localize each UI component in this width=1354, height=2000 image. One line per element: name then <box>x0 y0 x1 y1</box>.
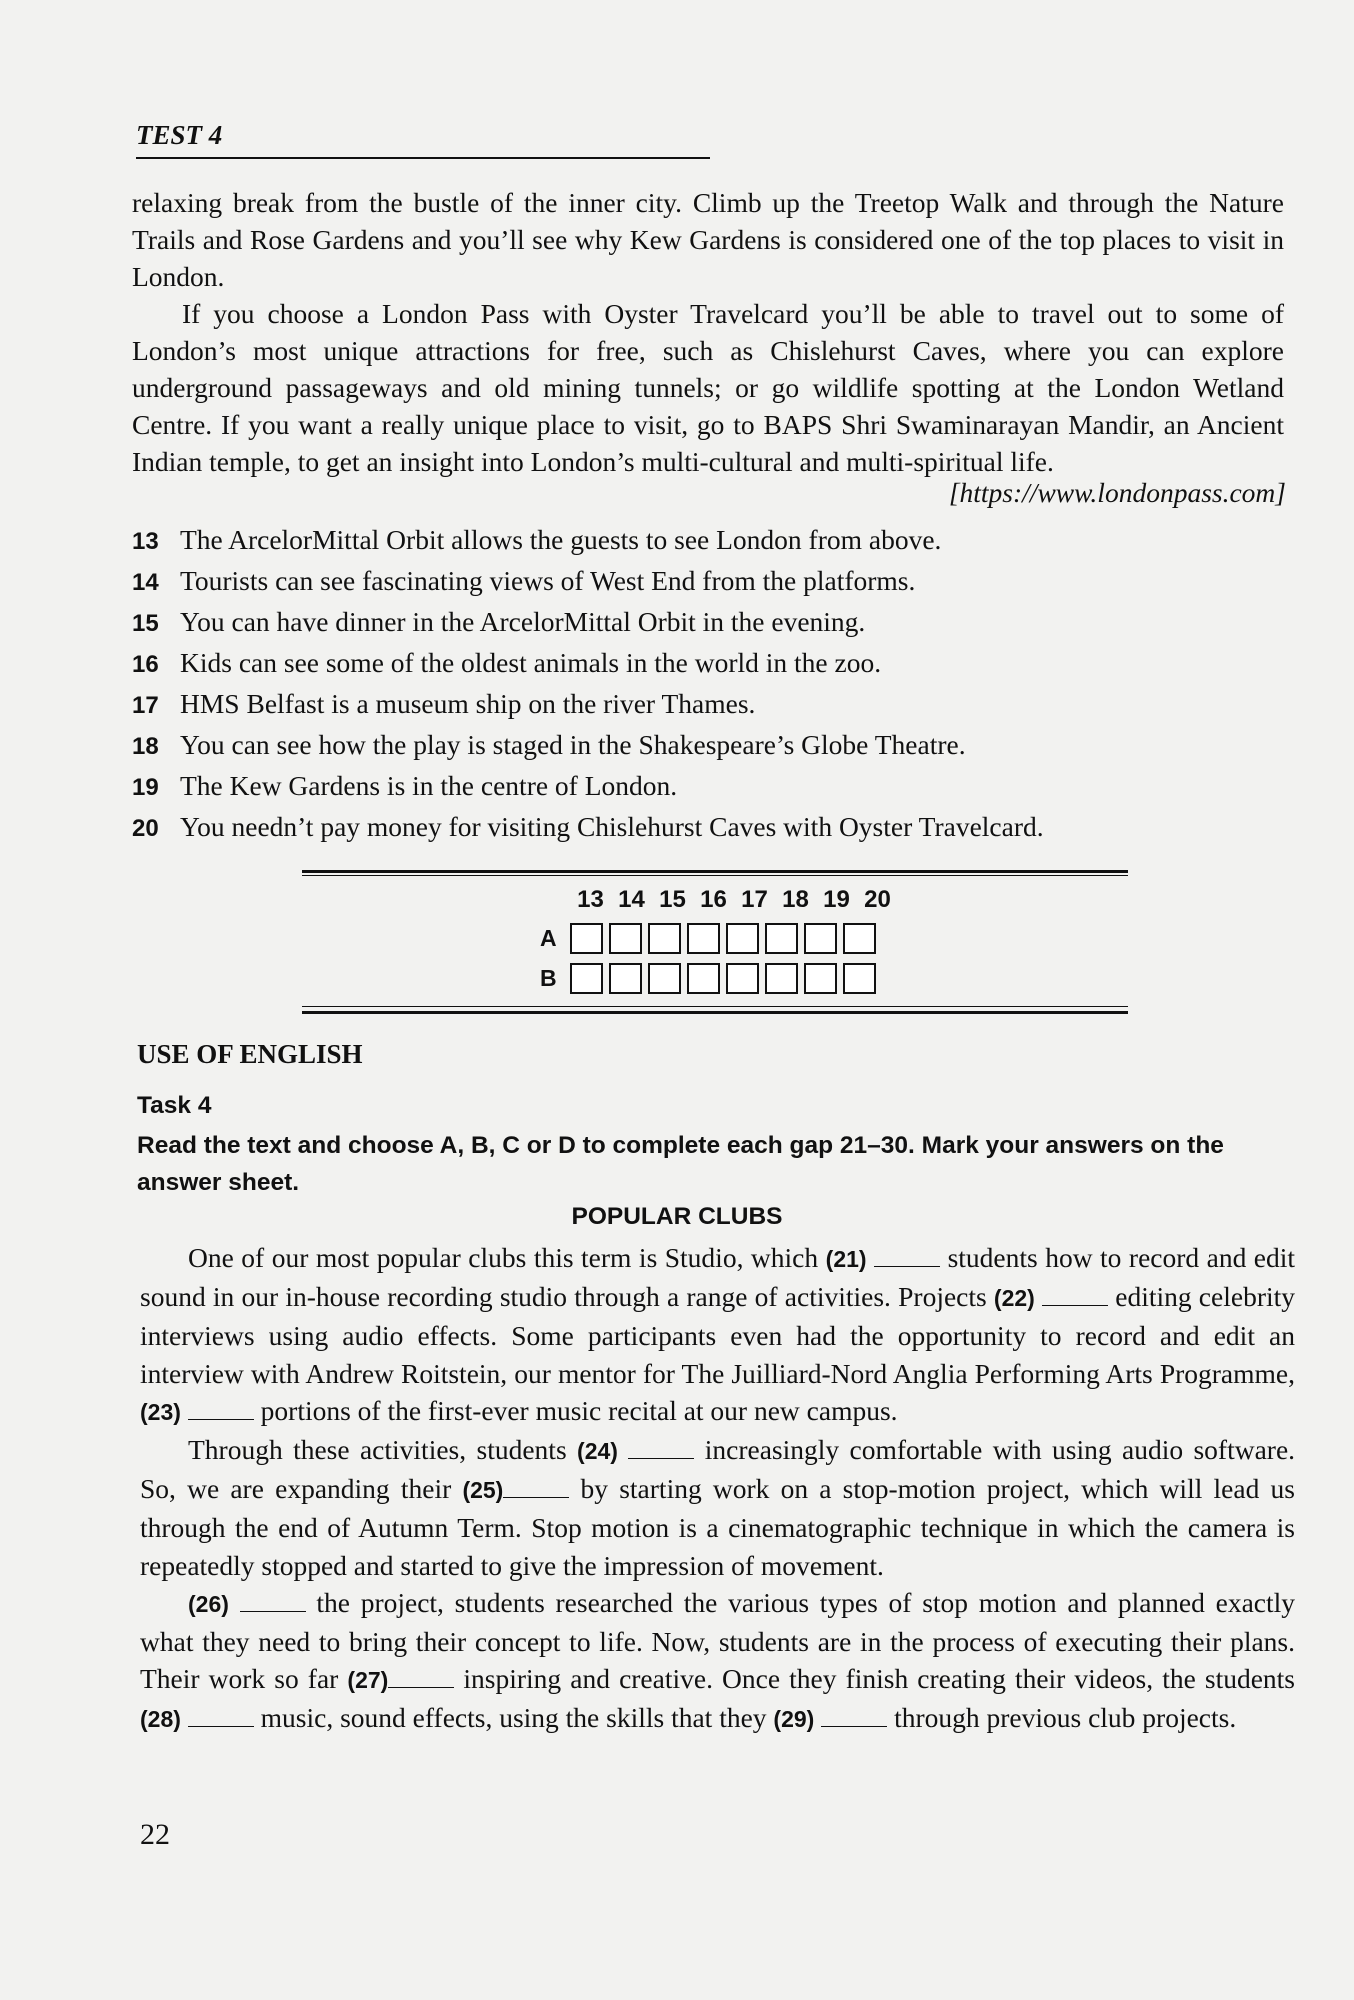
answer-checkbox[interactable] <box>648 923 681 954</box>
answer-checkbox[interactable] <box>570 963 603 994</box>
statement-item <box>132 560 1292 601</box>
statement-text: HMS Belfast is a museum ship on the river Thames. <box>180 688 756 719</box>
gap-number: (28) <box>140 1706 181 1733</box>
answer-checkbox[interactable] <box>726 923 759 954</box>
answer-grid-header <box>570 886 898 918</box>
statement-item <box>132 765 1292 806</box>
answer-row-a <box>540 918 898 958</box>
gap-fill-paragraph-3 <box>140 1584 1295 1739</box>
grid-column-label: 16 <box>700 886 727 913</box>
test-title: TEST 4 <box>136 120 223 150</box>
grid-column-label: 14 <box>618 886 645 913</box>
statement-text: You can see how the play is staged in the Shakespeare’s Globe Theatre. <box>180 729 966 760</box>
statement-number: 17 <box>132 692 159 719</box>
statement-number: 19 <box>132 774 159 801</box>
gap-fill-paragraph-2 <box>140 1431 1295 1584</box>
statement-item <box>132 601 1292 642</box>
gap-blank <box>388 1686 454 1688</box>
gap-number: (26) <box>188 1590 229 1617</box>
text-fragment: music, sound effects, using the skills that they <box>260 1702 767 1734</box>
statement-text: The Kew Gardens is in the centre of London. <box>180 770 678 801</box>
text-fragment: editing celebrity interviews using audio effects. Some participants even had the opportunity to record and edit an interview with Andrew Roitstein, our mentor for The Juilliard-Nord Anglia Performing Arts Programme, <box>140 1281 1296 1389</box>
statement-item <box>132 519 1292 560</box>
page-number: 22 <box>140 1818 170 1851</box>
grid-column-label: 18 <box>782 886 809 913</box>
statement-number: 20 <box>132 815 159 842</box>
gap-number: (27) <box>347 1667 389 1694</box>
gap-blank <box>874 1265 940 1267</box>
statement-item <box>132 806 1292 847</box>
answer-grid-bottom-rule <box>302 1011 1128 1014</box>
statement-text: Tourists can see fascinating views of West End from the platforms. <box>180 565 916 596</box>
answer-checkbox[interactable] <box>570 923 603 954</box>
reading-paragraph-1: relaxing break from the bustle of the inner city. Climb up the Treetop Walk and through the Nature Trails and Rose Gardens and you’ll see why Kew Gardens is considered one of the top places to visit in London. <box>132 187 1284 292</box>
text-title: POPULAR CLUBS <box>571 1203 783 1230</box>
grid-row-label: A <box>540 924 557 951</box>
answer-checkbox[interactable] <box>609 963 642 994</box>
answer-checkbox[interactable] <box>726 963 759 994</box>
statement-number: 14 <box>132 569 159 596</box>
statement-text: You needn’t pay money for visiting Chislehurst Caves with Oyster Travelcard. <box>180 811 1044 842</box>
text-fragment: through previous club projects. <box>894 1702 1237 1734</box>
text-fragment: One of our most popular clubs this term is Studio, which <box>188 1242 819 1273</box>
statement-item <box>132 642 1292 683</box>
grid-column-label: 15 <box>659 886 686 913</box>
text-fragment: the project, students researched the various types of stop motion and planned exactly what they need to bring their concept to life. Now, students are in the process of executing their plans. Their work so far <box>140 1586 1296 1695</box>
answer-checkbox[interactable] <box>609 923 642 954</box>
statement-text: You can have dinner in the ArcelorMittal Orbit in the evening. <box>180 606 866 637</box>
task-instruction: Read the text and choose A, B, C or D to complete each gap 21–30. Mark your answers on the answer sheet. <box>137 1132 1224 1196</box>
answer-checkbox[interactable] <box>687 963 720 994</box>
answer-checkbox[interactable] <box>843 963 876 994</box>
answer-checkbox[interactable] <box>687 923 720 954</box>
gap-number: (24) <box>577 1438 618 1465</box>
answer-grid-top-rule-thin <box>302 875 1128 876</box>
statement-number: 16 <box>132 651 159 678</box>
gap-fill-text <box>140 1239 1295 1739</box>
test-header <box>136 120 710 159</box>
grid-column-label: 19 <box>823 886 850 913</box>
section-title: USE OF ENGLISH <box>137 1039 363 1069</box>
gap-number: (21) <box>825 1246 867 1272</box>
gap-number: (23) <box>140 1398 181 1425</box>
reading-text <box>132 184 1284 480</box>
statement-list <box>132 519 1292 847</box>
answer-checkbox[interactable] <box>765 963 798 994</box>
gap-blank <box>503 1496 569 1498</box>
gap-number: (25) <box>462 1477 504 1504</box>
grid-column-label: 13 <box>577 886 604 913</box>
statement-text: The ArcelorMittal Orbit allows the guests to see London from above. <box>180 524 942 555</box>
statement-number: 18 <box>132 733 159 760</box>
text-fragment: portions of the first-ever music recital at our new campus. <box>260 1394 898 1426</box>
answer-grid-top-rule <box>302 870 1128 873</box>
answer-row-b <box>540 958 898 998</box>
text-fragment: inspiring and creative. Once they finish creating their videos, the students <box>463 1663 1296 1695</box>
reading-paragraph-2: If you choose a London Pass with Oyster Travelcard you’ll be able to travel out to some of London’s most unique attractions for free, such as Chislehurst Caves, where you can explore underground passageways and old mining tunnels; or go wildlife spotting at the London Wetland Centre. If you want a really unique place to visit, go to BAPS Shri Swaminarayan Mandir, an Ancient Indian temple, to get an insight into London’s multi-cultural and multi-spiritual life. <box>132 298 1284 477</box>
statement-item <box>132 724 1292 765</box>
statement-text: Kids can see some of the oldest animals in the world in the zoo. <box>180 647 882 678</box>
statement-number: 13 <box>132 528 159 555</box>
gap-number: (29) <box>773 1706 815 1733</box>
answer-checkbox[interactable] <box>648 963 681 994</box>
statement-item <box>132 683 1292 724</box>
answer-checkbox[interactable] <box>843 923 876 954</box>
source-citation: [https://www.londonpass.com] <box>948 477 1286 508</box>
gap-number: (22) <box>993 1285 1035 1312</box>
gap-blank <box>821 1725 887 1727</box>
answer-checkbox[interactable] <box>804 963 837 994</box>
statement-number: 15 <box>132 610 159 637</box>
text-fragment: Through these activities, students <box>188 1434 567 1466</box>
text-fragment: students how to record and edit sound in our in-house recording studio through a range of activities. Projects <box>140 1242 1296 1313</box>
answer-checkbox[interactable] <box>765 923 798 954</box>
task-title: Task 4 <box>137 1092 212 1119</box>
gap-blank <box>1042 1304 1108 1306</box>
text-fragment: increasingly comfortable with using audio software. So, we are expanding their <box>140 1434 1296 1505</box>
grid-column-label: 17 <box>741 886 768 913</box>
answer-grid <box>540 886 898 998</box>
gap-blank <box>240 1610 306 1612</box>
answer-checkbox[interactable] <box>804 923 837 954</box>
grid-column-label: 20 <box>864 886 891 913</box>
gap-fill-paragraph-1 <box>140 1239 1295 1431</box>
gap-blank <box>188 1725 254 1727</box>
text-fragment: by starting work on a stop-motion project, which will lead us through the end of Autumn Term. Stop motion is a cinematographic technique in which the camera is repeatedly stopped and started to give the impression of movement. <box>140 1473 1295 1581</box>
gap-blank <box>628 1457 694 1459</box>
answer-grid-bottom-rule-thin <box>302 1006 1128 1007</box>
grid-row-label: B <box>540 964 557 991</box>
gap-blank <box>188 1418 254 1420</box>
